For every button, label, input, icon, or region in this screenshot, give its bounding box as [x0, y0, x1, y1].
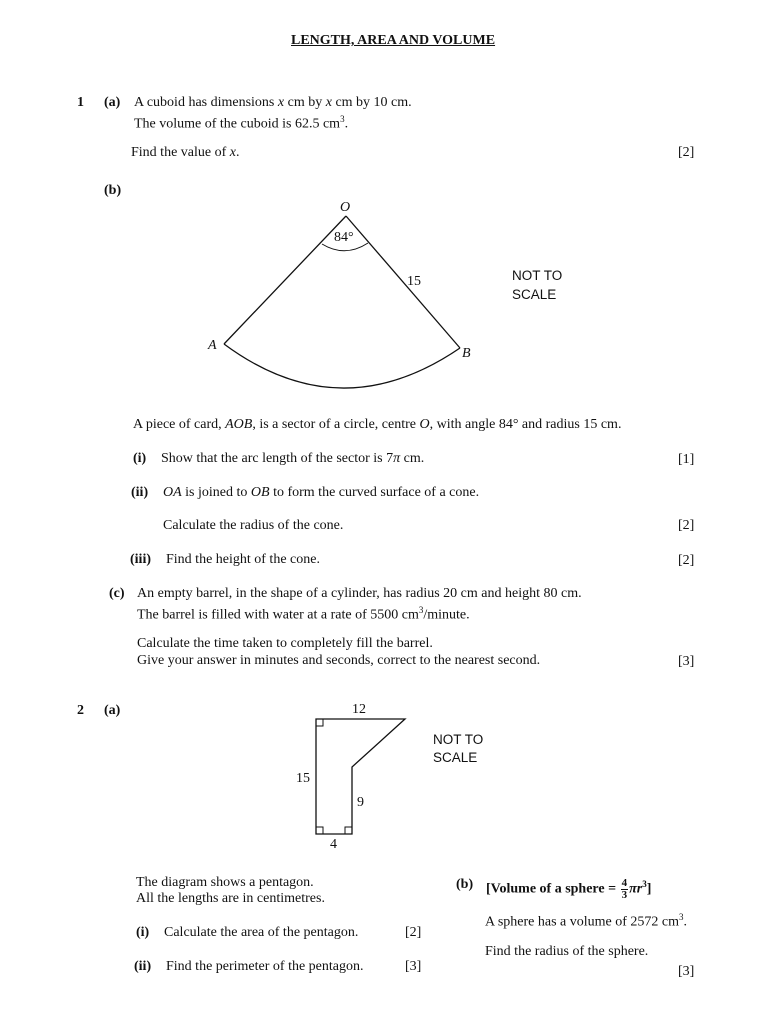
q1bii-text: OA is joined to OB to form the curved surface of a cone.: [163, 485, 480, 500]
q2b-marks: [3]: [678, 964, 695, 979]
right-angle-top-left: [316, 719, 323, 726]
q1biii-label: (iii): [130, 552, 151, 567]
label-right-9: 9: [357, 795, 364, 810]
q2a-not-to-scale-2: SCALE: [433, 750, 478, 765]
q2aii-label: (ii): [134, 959, 152, 974]
q1bii-calc: Calculate the radius of the cone.: [163, 518, 344, 533]
q1bi-label: (i): [133, 451, 147, 466]
q2aii-marks: [3]: [405, 959, 422, 974]
q1b-label: (b): [104, 183, 122, 198]
label-top-12: 12: [352, 702, 366, 717]
q1bii-marks: [2]: [678, 518, 695, 533]
q2a-desc1: The diagram shows a pentagon.: [136, 875, 314, 890]
q1b-not-to-scale-2: SCALE: [512, 287, 557, 302]
q1a-label: (a): [104, 95, 121, 110]
q1biii-text: Find the height of the cone.: [166, 552, 320, 567]
q2b-line1: A sphere has a volume of 2572 $cm^3$.: [485, 912, 688, 930]
q2a-label: (a): [104, 703, 121, 718]
q1bi-text: Show that the arc length of the sector is 7π cm.: [161, 451, 425, 466]
question-1-number: 1: [77, 95, 84, 110]
q1b-description: A piece of card, AOB, is a sector of a circle, centre O, with angle 84° and radius 15 cm.: [133, 417, 622, 432]
q1bi-marks: [1]: [678, 452, 695, 467]
label-A: A: [208, 338, 217, 353]
q1c-line2: The barrel is filled with water at a rate of 5500 $cm^3$/minute.: [137, 605, 470, 623]
q1c-marks: [3]: [678, 654, 695, 669]
label-B: B: [462, 346, 471, 361]
q2a-not-to-scale-1: NOT TO: [433, 732, 484, 747]
q2b-formula: [Volume of a sphere = $\frac{4}{3}$ $\pi r^3$]: [486, 876, 652, 901]
right-angle-bottom-left: [316, 827, 323, 834]
label-radius: 15: [407, 274, 421, 289]
label-left-15: 15: [296, 771, 310, 786]
label-angle: 84°: [334, 230, 354, 245]
q1b-not-to-scale-1: NOT TO: [512, 268, 563, 283]
q2aii-text: Find the perimeter of the pentagon.: [166, 959, 364, 974]
q2ai-label: (i): [136, 925, 150, 940]
pentagon-shape: [316, 719, 405, 834]
q2b-label: (b): [456, 877, 474, 892]
q1a-line2: The volume of the cuboid is 62.5 $cm^3$.: [134, 114, 349, 132]
q2b-line2: Find the radius of the sphere.: [485, 944, 649, 959]
q2ai-text: Calculate the area of the pentagon.: [164, 925, 359, 940]
right-angle-bottom-right: [345, 827, 352, 834]
question-2-number: 2: [77, 703, 84, 718]
q2a-desc2: All the lengths are in centimetres.: [136, 891, 325, 906]
q1bii-label: (ii): [131, 485, 149, 500]
q1c-line1: An empty barrel, in the shape of a cylinder, has radius 20 cm and height 80 cm.: [137, 586, 582, 601]
q2ai-marks: [2]: [405, 925, 422, 940]
label-bottom-4: 4: [330, 837, 337, 852]
q1a-find: Find the value of x.: [131, 145, 240, 160]
q1biii-marks: [2]: [678, 553, 695, 568]
q1c-label: (c): [109, 586, 125, 601]
page-title: LENGTH, AREA AND VOLUME: [291, 33, 496, 48]
q1a-marks: [2]: [678, 145, 695, 160]
q1c-line3: Calculate the time taken to completely fill the barrel.: [137, 636, 433, 651]
q1c-line4: Give your answer in minutes and seconds, correct to the nearest second.: [137, 653, 541, 668]
q1a-line1: A cuboid has dimensions x cm by x cm by 10 cm.: [134, 95, 412, 110]
fraction-four-thirds: $\frac{4}{3}$: [621, 876, 628, 901]
label-O: O: [340, 200, 351, 215]
